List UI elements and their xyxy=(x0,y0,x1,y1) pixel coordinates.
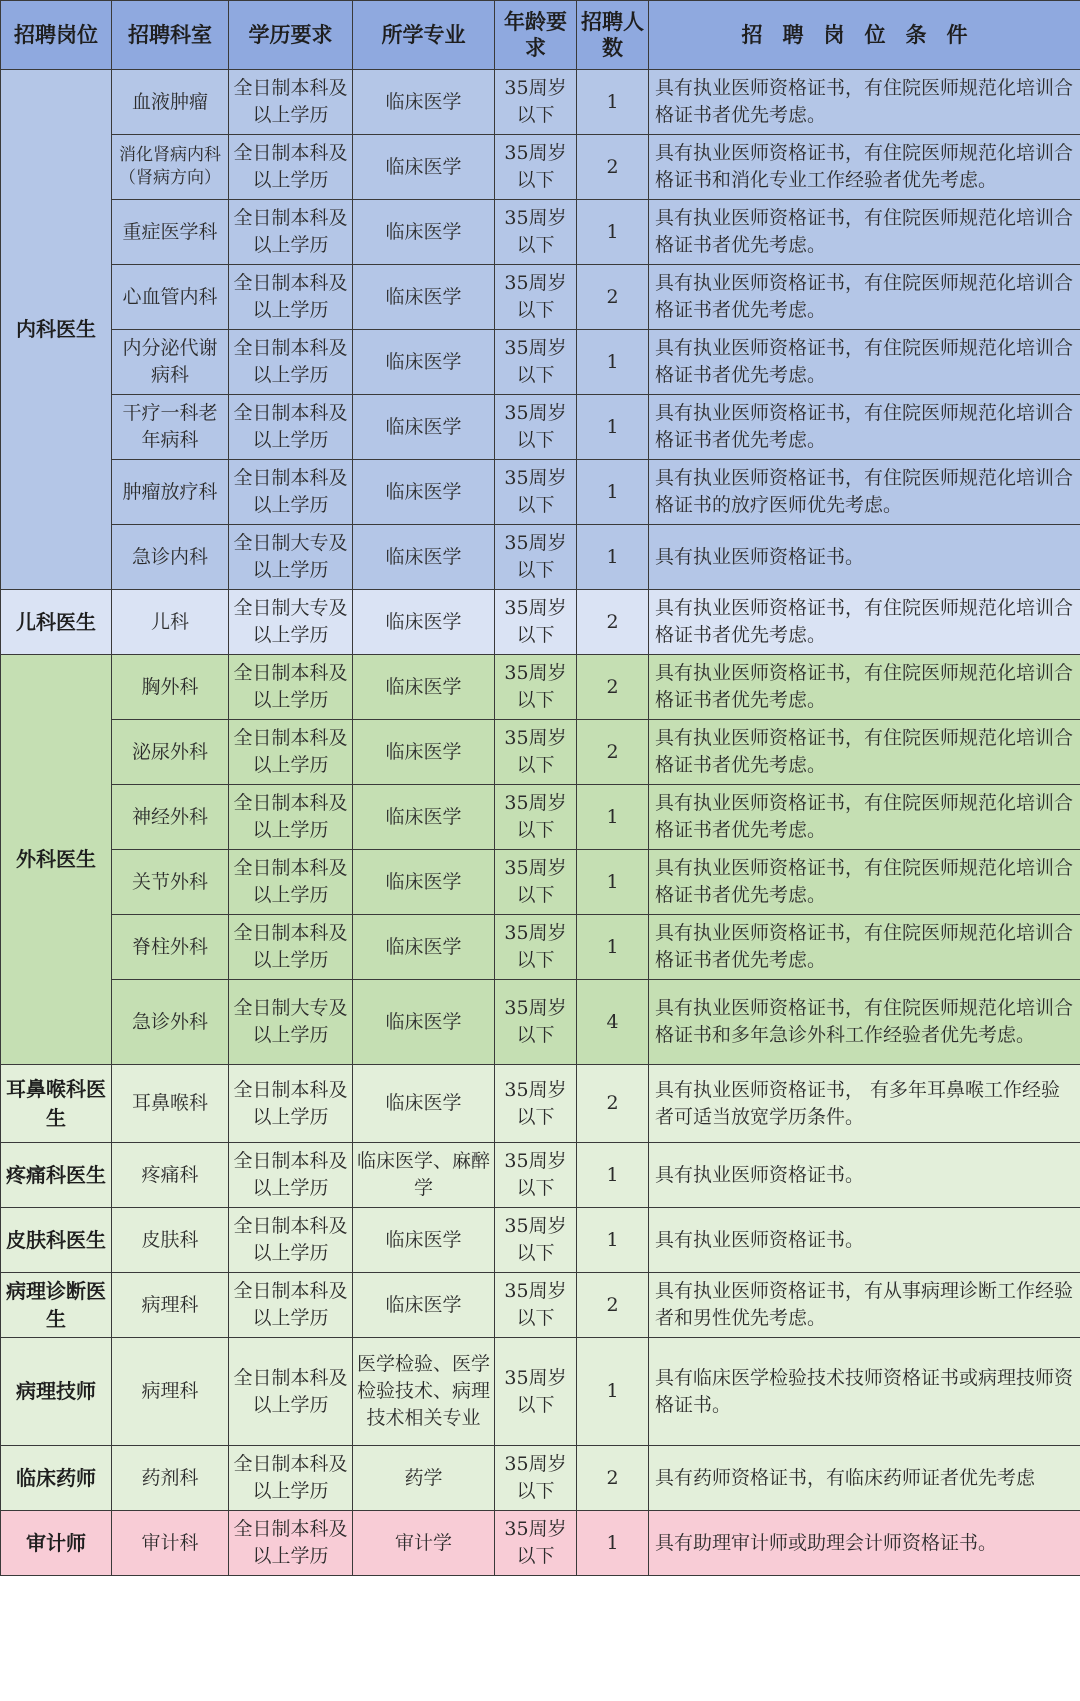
age-cell: 35周岁以下 xyxy=(495,1446,577,1511)
conditions-cell: 具有执业医师资格证书。 xyxy=(649,525,1080,590)
education-cell: 全日制本科及以上学历 xyxy=(229,395,353,460)
department-cell: 重症医学科 xyxy=(112,200,229,265)
education-cell: 全日制大专及以上学历 xyxy=(229,525,353,590)
count-cell: 1 xyxy=(577,330,649,395)
department-cell: 脊柱外科 xyxy=(112,915,229,980)
major-cell: 医学检验、医学检验技术、病理技术相关专业 xyxy=(353,1338,495,1446)
age-cell: 35周岁以下 xyxy=(495,915,577,980)
department-cell: 病理科 xyxy=(112,1273,229,1338)
education-cell: 全日制本科及以上学历 xyxy=(229,1511,353,1576)
position-cell: 外科医生 xyxy=(1,655,112,1065)
count-cell: 1 xyxy=(577,850,649,915)
conditions-cell: 具有执业医师资格证书，有从事病理诊断工作经验者和男性优先考虑。 xyxy=(649,1273,1080,1338)
education-cell: 全日制本科及以上学历 xyxy=(229,1065,353,1143)
count-cell: 2 xyxy=(577,1273,649,1338)
table-row xyxy=(1,200,1080,265)
conditions-cell: 具有执业医师资格证书，有住院医师规范化培训合格证书者优先考虑。 xyxy=(649,70,1080,135)
department-cell: 肿瘤放疗科 xyxy=(112,460,229,525)
table-row xyxy=(1,785,1080,850)
header-education: 学历要求 xyxy=(229,1,353,70)
count-cell: 2 xyxy=(577,135,649,200)
table-row xyxy=(1,1208,1080,1273)
education-cell: 全日制本科及以上学历 xyxy=(229,70,353,135)
age-cell: 35周岁以下 xyxy=(495,135,577,200)
major-cell: 临床医学 xyxy=(353,785,495,850)
department-cell: 胸外科 xyxy=(112,655,229,720)
education-cell: 全日制本科及以上学历 xyxy=(229,1338,353,1446)
position-cell: 皮肤科医生 xyxy=(1,1208,112,1273)
table-row xyxy=(1,460,1080,525)
table-row xyxy=(1,1065,1080,1143)
conditions-cell: 具有执业医师资格证书，有住院医师规范化培训合格证书者优先考虑。 xyxy=(649,785,1080,850)
age-cell: 35周岁以下 xyxy=(495,785,577,850)
table-row xyxy=(1,70,1080,135)
department-cell: 药剂科 xyxy=(112,1446,229,1511)
education-cell: 全日制本科及以上学历 xyxy=(229,850,353,915)
education-cell: 全日制本科及以上学历 xyxy=(229,1208,353,1273)
conditions-cell: 具有临床医学检验技术技师资格证书或病理技师资格证书。 xyxy=(649,1338,1080,1446)
table-row xyxy=(1,1511,1080,1576)
education-cell: 全日制大专及以上学历 xyxy=(229,590,353,655)
major-cell: 临床医学 xyxy=(353,1065,495,1143)
major-cell: 临床医学 xyxy=(353,70,495,135)
age-cell: 35周岁以下 xyxy=(495,395,577,460)
department-cell: 心血管内科 xyxy=(112,265,229,330)
age-cell: 35周岁以下 xyxy=(495,1208,577,1273)
education-cell: 全日制本科及以上学历 xyxy=(229,915,353,980)
major-cell: 临床医学 xyxy=(353,720,495,785)
header-major: 所学专业 xyxy=(353,1,495,70)
department-cell: 急诊外科 xyxy=(112,980,229,1065)
department-cell: 皮肤科 xyxy=(112,1208,229,1273)
major-cell: 临床医学 xyxy=(353,655,495,720)
table-row xyxy=(1,655,1080,720)
major-cell: 临床医学 xyxy=(353,395,495,460)
department-cell: 关节外科 xyxy=(112,850,229,915)
table-body xyxy=(1,70,1080,1576)
major-cell: 临床医学 xyxy=(353,850,495,915)
major-cell: 临床医学 xyxy=(353,590,495,655)
age-cell: 35周岁以下 xyxy=(495,525,577,590)
table-row xyxy=(1,850,1080,915)
conditions-cell: 具有执业医师资格证书，有住院医师规范化培训合格证书者优先考虑。 xyxy=(649,330,1080,395)
count-cell: 1 xyxy=(577,460,649,525)
education-cell: 全日制本科及以上学历 xyxy=(229,330,353,395)
major-cell: 临床医学 xyxy=(353,1273,495,1338)
education-cell: 全日制本科及以上学历 xyxy=(229,200,353,265)
count-cell: 2 xyxy=(577,655,649,720)
table-row xyxy=(1,395,1080,460)
age-cell: 35周岁以下 xyxy=(495,1273,577,1338)
age-cell: 35周岁以下 xyxy=(495,655,577,720)
count-cell: 2 xyxy=(577,590,649,655)
table-row xyxy=(1,265,1080,330)
header-position: 招聘岗位 xyxy=(1,1,112,70)
header-department: 招聘科室 xyxy=(112,1,229,70)
conditions-cell: 具有执业医师资格证书， 有多年耳鼻喉工作经验者可适当放宽学历条件。 xyxy=(649,1065,1080,1143)
department-cell: 病理科 xyxy=(112,1338,229,1446)
age-cell: 35周岁以下 xyxy=(495,330,577,395)
major-cell: 临床医学 xyxy=(353,200,495,265)
major-cell: 临床医学 xyxy=(353,525,495,590)
department-cell: 急诊内科 xyxy=(112,525,229,590)
table-row xyxy=(1,980,1080,1065)
conditions-cell: 具有执业医师资格证书，有住院医师规范化培训合格证书者优先考虑。 xyxy=(649,395,1080,460)
conditions-cell: 具有执业医师资格证书，有住院医师规范化培训合格证书和消化专业工作经验者优先考虑。 xyxy=(649,135,1080,200)
education-cell: 全日制本科及以上学历 xyxy=(229,1446,353,1511)
education-cell: 全日制本科及以上学历 xyxy=(229,265,353,330)
conditions-cell: 具有药师资格证书，有临床药师证者优先考虑 xyxy=(649,1446,1080,1511)
major-cell: 审计学 xyxy=(353,1511,495,1576)
position-cell: 内科医生 xyxy=(1,70,112,590)
conditions-cell: 具有执业医师资格证书，有住院医师规范化培训合格证书者优先考虑。 xyxy=(649,915,1080,980)
header-conditions: 招聘岗位条件 xyxy=(649,1,1080,70)
table-row xyxy=(1,525,1080,590)
count-cell: 1 xyxy=(577,915,649,980)
position-cell: 病理诊断医生 xyxy=(1,1273,112,1338)
table-row xyxy=(1,915,1080,980)
education-cell: 全日制本科及以上学历 xyxy=(229,460,353,525)
table-row xyxy=(1,330,1080,395)
major-cell: 临床医学 xyxy=(353,135,495,200)
age-cell: 35周岁以下 xyxy=(495,1338,577,1446)
table-row xyxy=(1,720,1080,785)
position-cell: 临床药师 xyxy=(1,1446,112,1511)
conditions-cell: 具有执业医师资格证书，有住院医师规范化培训合格证书者优先考虑。 xyxy=(649,850,1080,915)
age-cell: 35周岁以下 xyxy=(495,1511,577,1576)
count-cell: 1 xyxy=(577,525,649,590)
count-cell: 1 xyxy=(577,200,649,265)
conditions-cell: 具有执业医师资格证书，有住院医师规范化培训合格证书和多年急诊外科工作经验者优先考虑。 xyxy=(649,980,1080,1065)
header-age: 年龄要求 xyxy=(495,1,577,70)
age-cell: 35周岁以下 xyxy=(495,590,577,655)
age-cell: 35周岁以下 xyxy=(495,1065,577,1143)
major-cell: 临床医学、麻醉学 xyxy=(353,1143,495,1208)
count-cell: 1 xyxy=(577,70,649,135)
education-cell: 全日制大专及以上学历 xyxy=(229,980,353,1065)
position-cell: 耳鼻喉科医生 xyxy=(1,1065,112,1143)
count-cell: 1 xyxy=(577,1208,649,1273)
table-row xyxy=(1,1273,1080,1338)
major-cell: 临床医学 xyxy=(353,1208,495,1273)
major-cell: 临床医学 xyxy=(353,460,495,525)
major-cell: 药学 xyxy=(353,1446,495,1511)
conditions-cell: 具有助理审计师或助理会计师资格证书。 xyxy=(649,1511,1080,1576)
count-cell: 1 xyxy=(577,785,649,850)
age-cell: 35周岁以下 xyxy=(495,1143,577,1208)
conditions-cell: 具有执业医师资格证书。 xyxy=(649,1208,1080,1273)
department-cell: 儿科 xyxy=(112,590,229,655)
age-cell: 35周岁以下 xyxy=(495,200,577,265)
conditions-cell: 具有执业医师资格证书。 xyxy=(649,1143,1080,1208)
department-cell: 审计科 xyxy=(112,1511,229,1576)
conditions-cell: 具有执业医师资格证书，有住院医师规范化培训合格证书者优先考虑。 xyxy=(649,265,1080,330)
count-cell: 2 xyxy=(577,265,649,330)
education-cell: 全日制本科及以上学历 xyxy=(229,655,353,720)
conditions-cell: 具有执业医师资格证书，有住院医师规范化培训合格证书的放疗医师优先考虑。 xyxy=(649,460,1080,525)
count-cell: 1 xyxy=(577,1338,649,1446)
age-cell: 35周岁以下 xyxy=(495,460,577,525)
position-cell: 儿科医生 xyxy=(1,590,112,655)
conditions-cell: 具有执业医师资格证书，有住院医师规范化培训合格证书者优先考虑。 xyxy=(649,720,1080,785)
age-cell: 35周岁以下 xyxy=(495,980,577,1065)
major-cell: 临床医学 xyxy=(353,915,495,980)
count-cell: 2 xyxy=(577,1065,649,1143)
education-cell: 全日制本科及以上学历 xyxy=(229,135,353,200)
department-cell: 血液肿瘤 xyxy=(112,70,229,135)
education-cell: 全日制本科及以上学历 xyxy=(229,1143,353,1208)
header-row xyxy=(1,1,1080,70)
education-cell: 全日制本科及以上学历 xyxy=(229,1273,353,1338)
position-cell: 审计师 xyxy=(1,1511,112,1576)
count-cell: 1 xyxy=(577,1511,649,1576)
major-cell: 临床医学 xyxy=(353,980,495,1065)
table-row xyxy=(1,1446,1080,1511)
age-cell: 35周岁以下 xyxy=(495,850,577,915)
age-cell: 35周岁以下 xyxy=(495,70,577,135)
header-count: 招聘人数 xyxy=(577,1,649,70)
age-cell: 35周岁以下 xyxy=(495,265,577,330)
major-cell: 临床医学 xyxy=(353,330,495,395)
table-row xyxy=(1,1338,1080,1446)
table-row xyxy=(1,135,1080,200)
department-cell: 泌尿外科 xyxy=(112,720,229,785)
position-cell: 病理技师 xyxy=(1,1338,112,1446)
department-cell: 神经外科 xyxy=(112,785,229,850)
table-row xyxy=(1,1143,1080,1208)
department-cell: 耳鼻喉科 xyxy=(112,1065,229,1143)
position-cell: 疼痛科医生 xyxy=(1,1143,112,1208)
major-cell: 临床医学 xyxy=(353,265,495,330)
conditions-cell: 具有执业医师资格证书，有住院医师规范化培训合格证书者优先考虑。 xyxy=(649,200,1080,265)
department-cell: 内分泌代谢病科 xyxy=(112,330,229,395)
education-cell: 全日制本科及以上学历 xyxy=(229,785,353,850)
count-cell: 2 xyxy=(577,720,649,785)
department-cell: 疼痛科 xyxy=(112,1143,229,1208)
conditions-cell: 具有执业医师资格证书，有住院医师规范化培训合格证书者优先考虑。 xyxy=(649,590,1080,655)
count-cell: 1 xyxy=(577,1143,649,1208)
count-cell: 1 xyxy=(577,395,649,460)
table-row xyxy=(1,590,1080,655)
count-cell: 4 xyxy=(577,980,649,1065)
age-cell: 35周岁以下 xyxy=(495,720,577,785)
education-cell: 全日制本科及以上学历 xyxy=(229,720,353,785)
count-cell: 2 xyxy=(577,1446,649,1511)
conditions-cell: 具有执业医师资格证书，有住院医师规范化培训合格证书者优先考虑。 xyxy=(649,655,1080,720)
department-cell: 干疗一科老年病科 xyxy=(112,395,229,460)
department-cell: 消化肾病内科（肾病方向） xyxy=(112,135,229,200)
